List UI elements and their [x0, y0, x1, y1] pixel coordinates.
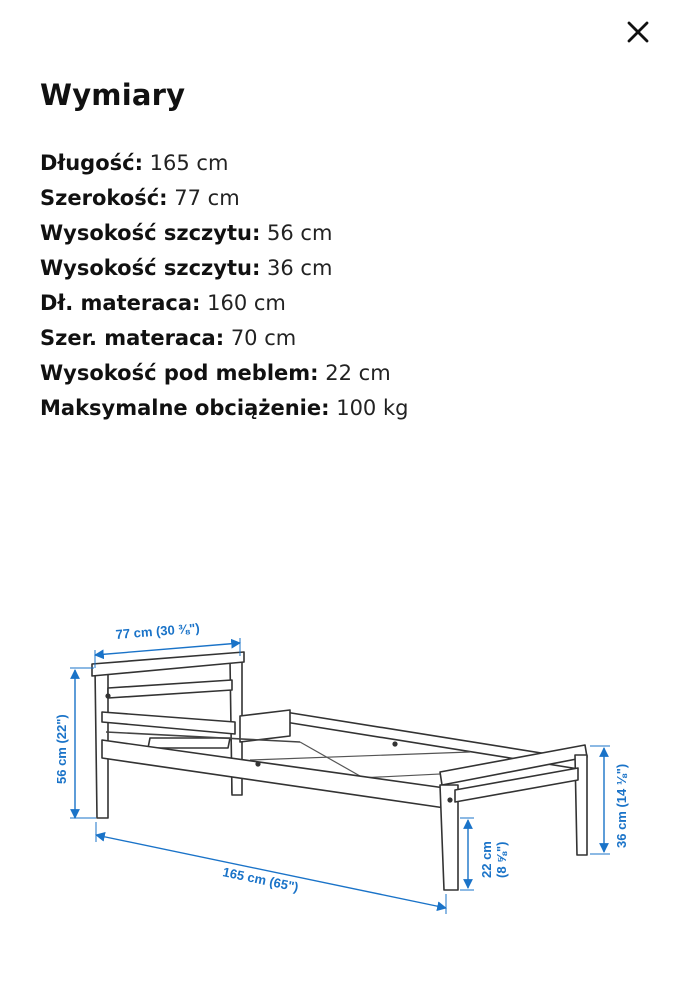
dimension-row: [40, 321, 408, 356]
headboard-height-label: 56 cm (22"): [54, 714, 69, 784]
dimension-row: [40, 181, 408, 216]
dimension-row: [40, 251, 408, 286]
dimension-value: 77 cm: [174, 186, 240, 210]
close-icon: [626, 20, 650, 44]
width-label: 77 cm (30 ⅜"): [115, 620, 201, 642]
dimension-value: 70 cm: [230, 326, 297, 350]
footboard-height-label: 36 cm (14 ⅛"): [614, 763, 629, 848]
dimension-label: Wysokość szczytu:: [40, 256, 261, 280]
dimensions-list: [40, 146, 408, 426]
dimension-label: Długość:: [40, 151, 143, 175]
length-label: 165 cm (65"): [221, 864, 300, 895]
dimension-value: 36 cm: [267, 256, 333, 280]
under-height-label: 22 cm: [479, 841, 494, 878]
bed-illustration: [0, 450, 686, 970]
dimension-label: Maksymalne obciążenie:: [40, 396, 330, 420]
dimension-value: 22 cm: [325, 361, 391, 385]
under-height-inch-label: (8 ⅝"): [494, 841, 509, 878]
dimension-row: [40, 146, 408, 181]
dimension-value: 56 cm: [267, 221, 333, 245]
dimension-row: [40, 286, 408, 321]
dimension-row: [40, 216, 408, 251]
dimension-label: Dł. materaca:: [40, 291, 201, 315]
dimension-label: Wysokość pod meblem:: [40, 361, 319, 385]
dimension-value: 100 kg: [336, 396, 409, 420]
close-button[interactable]: [620, 14, 656, 50]
dimension-row: [40, 391, 408, 426]
dimension-row: [40, 356, 408, 391]
dimension-value: 160 cm: [207, 291, 286, 315]
dimension-value: 165 cm: [149, 151, 229, 175]
page-title: Wymiary: [40, 78, 186, 112]
dimension-label: Szerokość:: [40, 186, 168, 210]
dimension-label: Szer. materaca:: [40, 326, 225, 350]
dimension-label: Wysokość szczytu:: [40, 221, 261, 245]
bed-drawing: [92, 652, 587, 890]
bed-dimension-drawing: [0, 450, 686, 970]
